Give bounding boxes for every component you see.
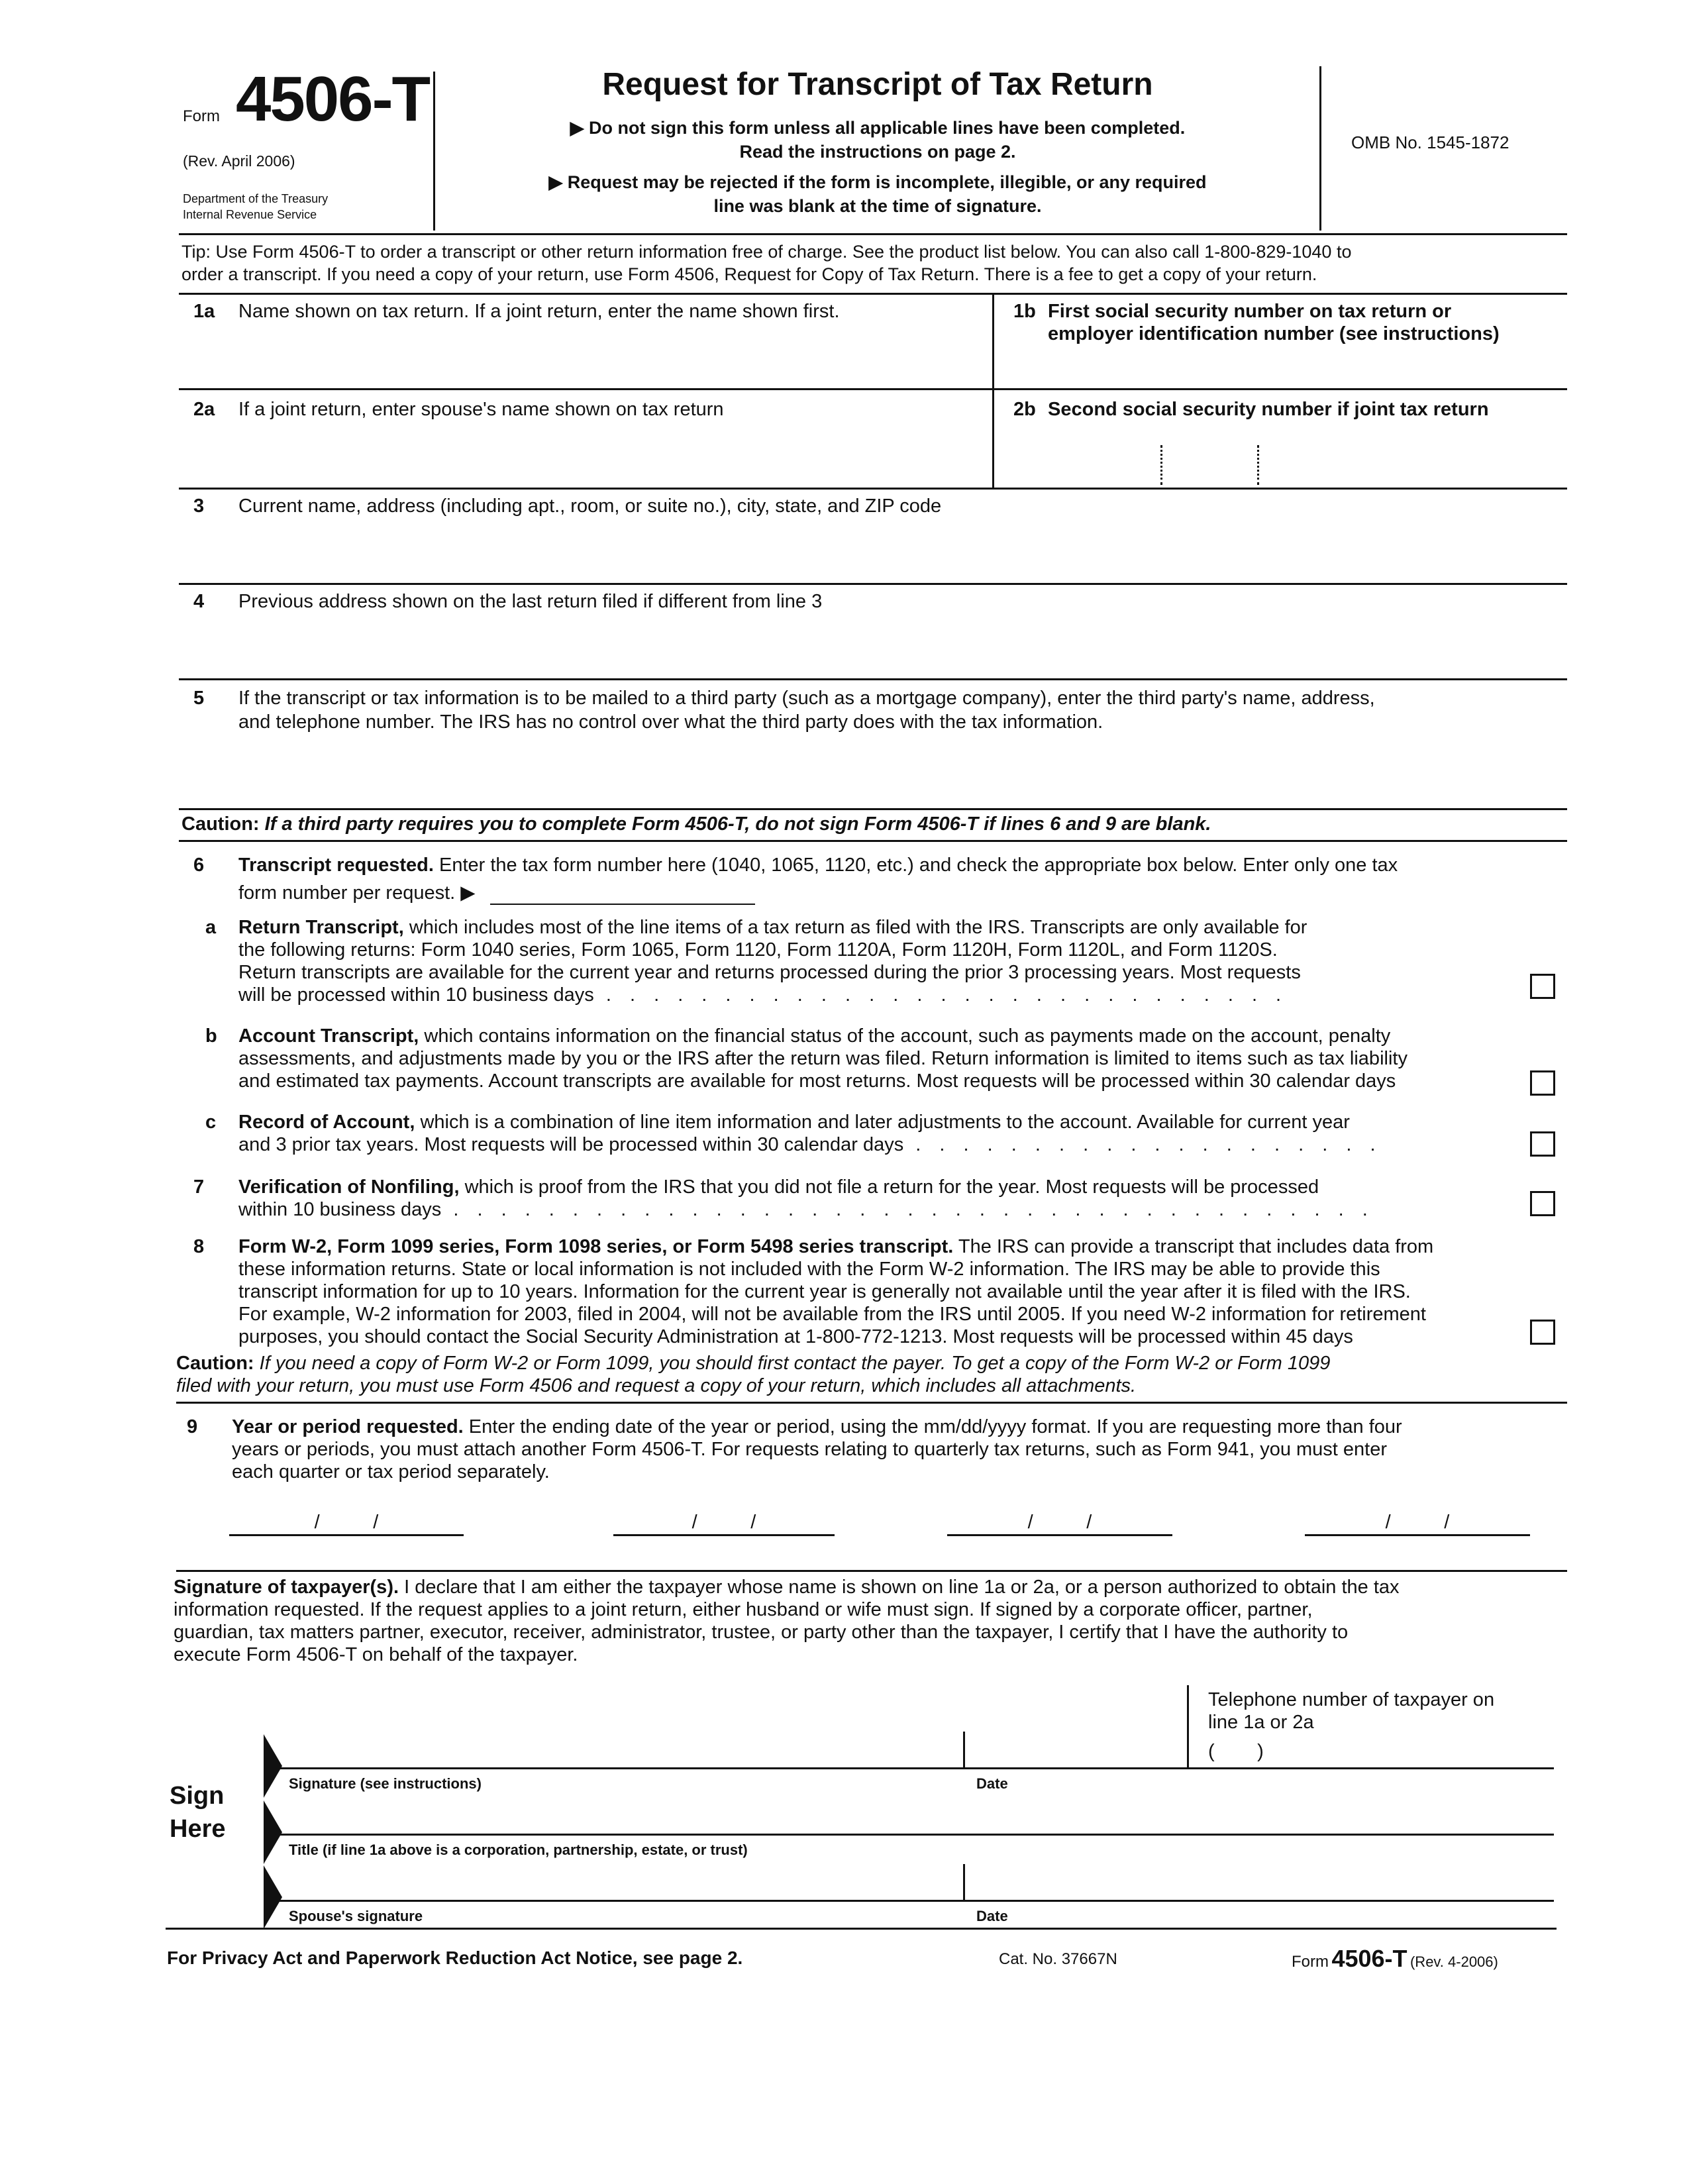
line-8-line-4: For example, W-2 information for 2003, filed in 2004, will not be available from the IRS until 2005. If you need W-2 information for retirement bbox=[238, 1304, 1426, 1325]
third-party-field[interactable] bbox=[238, 739, 1557, 806]
date-slashes: / / bbox=[314, 1512, 379, 1533]
line-8-line-5: purposes, you should contact the Social Security Administration at 1-800-772-1213. Most requests will be processed within 45 days bbox=[238, 1326, 1353, 1347]
line-6a-title: Return Transcript, bbox=[238, 917, 404, 938]
current-address-field[interactable] bbox=[238, 523, 1557, 580]
spouse-signature-line[interactable] bbox=[265, 1900, 1554, 1902]
catalog-number: Cat. No. 37667N bbox=[999, 1950, 1117, 1968]
sign-arrow-3 bbox=[264, 1865, 282, 1929]
line-7-title: Verification of Nonfiling, bbox=[238, 1176, 460, 1198]
signature-line[interactable] bbox=[265, 1767, 1554, 1769]
rev-date: (Rev. April 2006) bbox=[183, 152, 295, 170]
record-of-account-checkbox[interactable] bbox=[1530, 1131, 1555, 1157]
leader-dots: . . . . . . . . . . . . . . . . . . . . bbox=[903, 1134, 1382, 1155]
line-1b-number: 1b bbox=[1013, 301, 1036, 322]
line-6c-title: Record of Account, bbox=[238, 1112, 415, 1133]
signature-title: Signature of taxpayer(s). bbox=[174, 1577, 399, 1598]
phone-label-1: Telephone number of taxpayer on bbox=[1208, 1689, 1495, 1710]
line-1a-number: 1a bbox=[193, 301, 215, 322]
previous-address-field[interactable] bbox=[238, 619, 1557, 674]
tip-line-2: order a transcript. If you need a copy of your return, use Form 4506, Request for Copy of Tax Return. There is a fee to get a copy of your return. bbox=[181, 264, 1317, 284]
title-label: Title (if line 1a above is a corporation, partnership, estate, or trust) bbox=[289, 1842, 748, 1858]
line-6a-desc: which includes most of the line items of a tax return as filed with the IRS. Transcripts are only available for bbox=[409, 917, 1307, 938]
leader-dots: . . . . . . . . . . . . . . . . . . . . . . . . . . . . . . . . . . . . . . . bbox=[441, 1199, 1374, 1220]
line-6a-line-3: Return transcripts are available for the current year and returns processed during the prior 3 processing years. Most requests bbox=[238, 962, 1301, 983]
name-field[interactable] bbox=[238, 329, 987, 384]
line-6b-letter: b bbox=[205, 1025, 217, 1047]
form-title: Request for Transcript of Tax Return bbox=[602, 67, 1153, 102]
line-6-title: Transcript requested. bbox=[238, 855, 434, 876]
line-6b-line-1 bbox=[238, 1024, 1390, 1048]
caution-2-text-1: If you need a copy of Form W-2 or Form 1099, you should first contact the payer. To get a copy of the Form W-2 or Form 1099 bbox=[259, 1353, 1331, 1374]
omb-number: OMB No. 1545-1872 bbox=[1351, 132, 1510, 152]
line-6c-desc: which is a combination of line item information and later adjustments to the account. Available for current year bbox=[420, 1112, 1350, 1133]
line-1b-label-2: employer identification number (see instructions) bbox=[1048, 323, 1500, 344]
line-6b-title: Account Transcript, bbox=[238, 1025, 419, 1047]
account-transcript-checkbox[interactable] bbox=[1530, 1070, 1555, 1096]
line-4-label: Previous address shown on the last return filed if different from line 3 bbox=[238, 591, 823, 612]
title-line[interactable] bbox=[265, 1834, 1554, 1836]
line-5-label-2: and telephone number. The IRS has no control over what the third party does with the tax information. bbox=[238, 711, 1103, 733]
line-2a-label: If a joint return, enter spouse's name shown on tax return bbox=[238, 399, 724, 420]
line-6a-line-2: the following returns: Form 1040 series, Form 1065, Form 1120, Form 1120A, Form 1120H, Form 1120L, and Form 1120S. bbox=[238, 939, 1278, 961]
line-9-title: Year or period requested. bbox=[232, 1416, 464, 1437]
date-slashes: / / bbox=[691, 1512, 756, 1533]
line-6-number: 6 bbox=[193, 855, 205, 876]
instruction-1b: Read the instructions on page 2. bbox=[739, 142, 1016, 162]
instruction-1a: ▶ Do not sign this form unless all applicable lines have been completed. bbox=[570, 118, 1186, 138]
line-6c-line-1 bbox=[238, 1110, 1350, 1134]
line-3-label: Current name, address (including apt., room, or suite no.), city, state, and ZIP code bbox=[238, 495, 942, 517]
year-input-1[interactable] bbox=[229, 1510, 464, 1536]
signature-declaration-text: I declare that I am either the taxpayer whose name is shown on line 1a or 2a, or a person authorized to obtain the tax bbox=[404, 1577, 1400, 1598]
line-9-number: 9 bbox=[187, 1416, 198, 1437]
line-7-line-1 bbox=[238, 1175, 1319, 1199]
form-word: Form bbox=[183, 107, 220, 125]
w2-transcript-checkbox[interactable] bbox=[1530, 1320, 1555, 1345]
line-9-desc: Enter the ending date of the year or period, using the mm/dd/yyyy format. If you are requesting more than four bbox=[468, 1416, 1402, 1437]
line-6b-desc: which contains information on the financial status of the account, such as payments made on the account, penalty bbox=[424, 1025, 1391, 1047]
year-input-4[interactable] bbox=[1305, 1510, 1530, 1536]
date-slashes: / / bbox=[1027, 1512, 1092, 1533]
instruction-2a: ▶ Request may be rejected if the form is incomplete, illegible, or any required bbox=[548, 172, 1207, 192]
line-6-desc: Enter the tax form number here (1040, 1065, 1120, etc.) and check the appropriate box below. Enter only one tax bbox=[439, 855, 1398, 876]
line-5-label-1: If the transcript or tax information is to be mailed to a third party (such as a mortgage company), enter the third party's name, address, bbox=[238, 688, 1375, 709]
tip-line-1: Tip: Use Form 4506-T to order a transcript or other return information free of charge. See the product list below. You can also call 1-800-829-1040 to bbox=[181, 242, 1352, 262]
line-7-line-2-text: within 10 business days bbox=[238, 1199, 442, 1220]
line-2b-number: 2b bbox=[1013, 399, 1036, 420]
footer-form-word: Form bbox=[1292, 1953, 1329, 1971]
line-6-text-2: form number per request. ▶ bbox=[238, 882, 476, 904]
line-7-desc: which is proof from the IRS that you did not file a return for the year. Most requests will be processed bbox=[464, 1176, 1319, 1198]
ssn-field[interactable] bbox=[1000, 351, 1563, 387]
line-7-line-2 bbox=[238, 1198, 1374, 1222]
line-9-line-3: each quarter or tax period separately. bbox=[232, 1461, 550, 1482]
year-input-3[interactable] bbox=[947, 1510, 1172, 1536]
year-input-2[interactable] bbox=[613, 1510, 835, 1536]
line-8-line-3: transcript information for up to 10 years. Information for the current year is generally not available until the year after it is filed with the IRS. bbox=[238, 1281, 1411, 1302]
line-6a-line-4 bbox=[238, 983, 1288, 1007]
line-6a-letter: a bbox=[205, 917, 217, 938]
date-label: Date bbox=[976, 1775, 1008, 1792]
dept-irs: Internal Revenue Service bbox=[183, 208, 317, 221]
footer-rev: (Rev. 4-2006) bbox=[1409, 1953, 1498, 1970]
privacy-notice: For Privacy Act and Paperwork Reduction Act Notice, see page 2. bbox=[167, 1948, 743, 1968]
line-6a-line-1 bbox=[238, 915, 1307, 939]
line-4-number: 4 bbox=[193, 591, 205, 612]
line-7-number: 7 bbox=[193, 1176, 205, 1198]
line-9-line-1 bbox=[232, 1415, 1402, 1439]
line-8-line-1 bbox=[238, 1235, 1433, 1259]
line-9-line-2: years or periods, you must attach another Form 4506-T. For requests relating to quarterly tax returns, such as Form 941, you must enter bbox=[232, 1439, 1388, 1460]
line-1b-label-1: First social security number on tax return or bbox=[1048, 301, 1452, 322]
line-8-title: Form W-2, Form 1099 series, Form 1098 series, or Form 5498 series transcript. bbox=[238, 1236, 954, 1257]
phone-label-2: line 1a or 2a bbox=[1208, 1712, 1314, 1733]
caution-2-line-1 bbox=[176, 1351, 1330, 1375]
line-6a-line-4-text: will be processed within 10 business days bbox=[238, 984, 594, 1006]
instruction-2b: line was blank at the time of signature. bbox=[713, 196, 1042, 216]
spouse-signature-label: Spouse's signature bbox=[289, 1908, 423, 1924]
phone-parens[interactable]: ( ) bbox=[1208, 1741, 1264, 1762]
footer-form bbox=[1292, 1945, 1498, 1973]
signature-declaration-4: execute Form 4506-T on behalf of the taxpayer. bbox=[174, 1644, 578, 1665]
line-2b-label: Second social security number if joint tax return bbox=[1048, 399, 1489, 420]
line-6c-line-2 bbox=[238, 1133, 1382, 1157]
signature-label: Signature (see instructions) bbox=[289, 1775, 482, 1792]
line-8-number: 8 bbox=[193, 1236, 205, 1257]
caution-1-text: If a third party requires you to complete Form 4506-T, do not sign Form 4506-T if lines 6 and 9 are blank. bbox=[264, 813, 1211, 835]
date-slashes: / / bbox=[1385, 1512, 1450, 1533]
sign-word: Sign bbox=[170, 1782, 225, 1810]
caution-1 bbox=[181, 812, 1211, 836]
signature-declaration-1 bbox=[174, 1575, 1400, 1599]
line-6b-line-2: assessments, and adjustments made by you or the IRS after the return was filed. Return information is limited to items such as tax liability bbox=[238, 1048, 1408, 1069]
caution-1-label: Caution: bbox=[181, 813, 260, 835]
date-label-2: Date bbox=[976, 1908, 1008, 1924]
spouse-ssn-field[interactable] bbox=[1000, 437, 1563, 484]
return-transcript-checkbox[interactable] bbox=[1530, 974, 1555, 999]
line-6c-line-2-text: and 3 prior tax years. Most requests will be processed within 30 calendar days bbox=[238, 1134, 904, 1155]
line-3-number: 3 bbox=[193, 495, 205, 517]
form-number: 4506-T bbox=[236, 64, 430, 134]
tax-form-number-input[interactable] bbox=[490, 904, 755, 905]
verification-nonfiling-checkbox[interactable] bbox=[1530, 1191, 1555, 1216]
sign-arrow-1 bbox=[264, 1734, 282, 1798]
line-2a-number: 2a bbox=[193, 399, 215, 420]
leader-dots: . . . . . . . . . . . . . . . . . . . . . . . . . . . . . bbox=[593, 984, 1288, 1006]
caution-2-label: Caution: bbox=[176, 1353, 254, 1374]
line-1a-label: Name shown on tax return. If a joint return, enter the name shown first. bbox=[238, 301, 840, 322]
line-5-number: 5 bbox=[193, 688, 205, 709]
line-8-desc: The IRS can provide a transcript that includes data from bbox=[958, 1236, 1434, 1257]
here-word: Here bbox=[170, 1815, 226, 1843]
footer-form-number: 4506-T bbox=[1331, 1945, 1408, 1972]
signature-declaration-3: guardian, tax matters partner, executor, receiver, administrator, trustee, or party other than the taxpayer, I certify that I have the authority to bbox=[174, 1622, 1349, 1643]
line-6-text-1 bbox=[238, 853, 1398, 877]
caution-2-line-2: filed with your return, you must use Form 4506 and request a copy of your return, which includes all attachments. bbox=[176, 1375, 1137, 1396]
line-6b-line-3: and estimated tax payments. Account transcripts are available for most returns. Most requests will be processed within 30 calendar days bbox=[238, 1070, 1396, 1092]
spouse-name-field[interactable] bbox=[238, 427, 987, 482]
line-6c-letter: c bbox=[205, 1112, 217, 1133]
sign-arrow-2 bbox=[264, 1800, 282, 1864]
dept-treasury: Department of the Treasury bbox=[183, 192, 329, 205]
signature-declaration-2: information requested. If the request applies to a joint return, either husband or wife must sign. If signed by a corporate officer, partner, bbox=[174, 1599, 1313, 1620]
line-8-line-2: these information returns. State or local information is not included with the Form W-2 information. The IRS may be able to provide this bbox=[238, 1259, 1380, 1280]
